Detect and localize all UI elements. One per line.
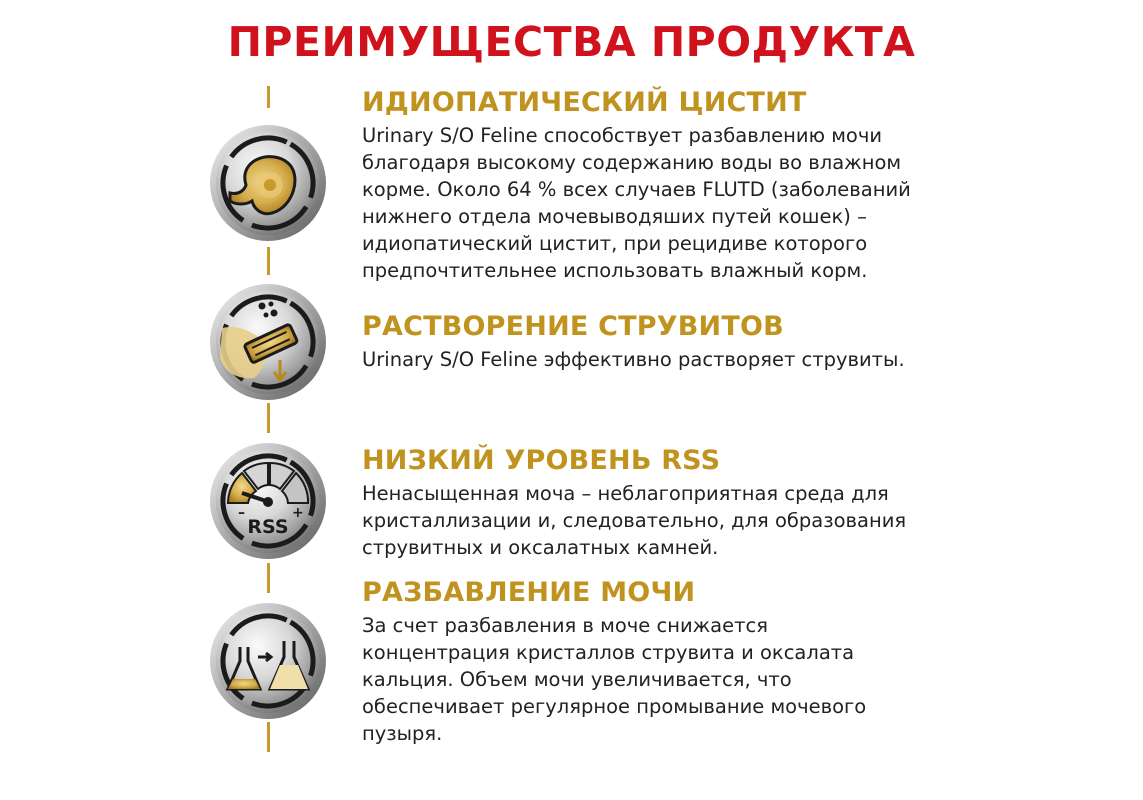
- feature-line: Urinary S/O Feline способствует разбавлению мочи: [362, 124, 883, 147]
- feature-low-rss: [362, 444, 1122, 561]
- feature-line: корме. Около 64 % всех случаев FLUTD (заболеваний: [362, 178, 911, 201]
- rss-plus-label: +: [292, 505, 304, 521]
- rss-gauge-icon: [208, 441, 328, 561]
- connector-line: [267, 247, 270, 275]
- feature-idiopathic-cystitis: [362, 86, 1122, 284]
- feature-description: [362, 346, 1122, 373]
- rss-minus-label: –: [238, 505, 245, 521]
- feature-line: струвитных и оксалатных камней.: [362, 536, 719, 559]
- feature-line: За счет разбавления в моче снижается: [362, 614, 768, 637]
- connector-line: [267, 722, 270, 752]
- connector-line: [267, 563, 270, 593]
- feature-heading: ИДИОПАТИЧЕСКИЙ ЦИСТИТ: [362, 87, 807, 118]
- connector-line: [267, 403, 270, 433]
- feature-struvite-dissolution: [362, 310, 1122, 373]
- urine-dilution-flasks-icon: [208, 601, 328, 721]
- feature-line: нижнего отдела мочевыводяших путей кошек) –: [362, 205, 867, 228]
- feature-line: кристаллизации и, следовательно, для образования: [362, 509, 907, 532]
- feature-line: Urinary S/O Feline эффективно растворяет струвиты.: [362, 348, 905, 371]
- feature-line: пузыря.: [362, 722, 443, 745]
- feature-line: Ненасыщенная моча – неблагоприятная среда для: [362, 482, 889, 505]
- feature-line: благодаря высокому содержанию воды во влажном: [362, 151, 902, 174]
- feature-line: обеспечивает регулярное промывание мочевого: [362, 695, 867, 718]
- feature-heading: НИЗКИЙ УРОВЕНЬ RSS: [362, 445, 721, 476]
- connector-line: [267, 86, 270, 108]
- feature-description: [362, 612, 1122, 747]
- struvite-dissolving-icon: [208, 282, 328, 402]
- feature-description: [362, 122, 1122, 284]
- feature-heading: РАЗБАВЛЕНИЕ МОЧИ: [362, 577, 696, 608]
- rss-label: RSS: [247, 516, 289, 538]
- feature-line: концентрация кристаллов струвита и оксалата: [362, 641, 855, 664]
- feature-line: предпочтительнее использовать влажный корм.: [362, 259, 868, 282]
- bladder-icon: [208, 123, 328, 243]
- feature-heading: РАСТВОРЕНИЕ СТРУВИТОВ: [362, 311, 784, 342]
- feature-urine-dilution: [362, 576, 1122, 747]
- feature-line: кальция. Объем мочи увеличивается, что: [362, 668, 792, 691]
- page-title: ПРЕИМУЩЕСТВА ПРОДУКТА: [227, 18, 916, 66]
- feature-line: идиопатический цистит, при рецидиве которого: [362, 232, 868, 255]
- feature-description: [362, 480, 1122, 561]
